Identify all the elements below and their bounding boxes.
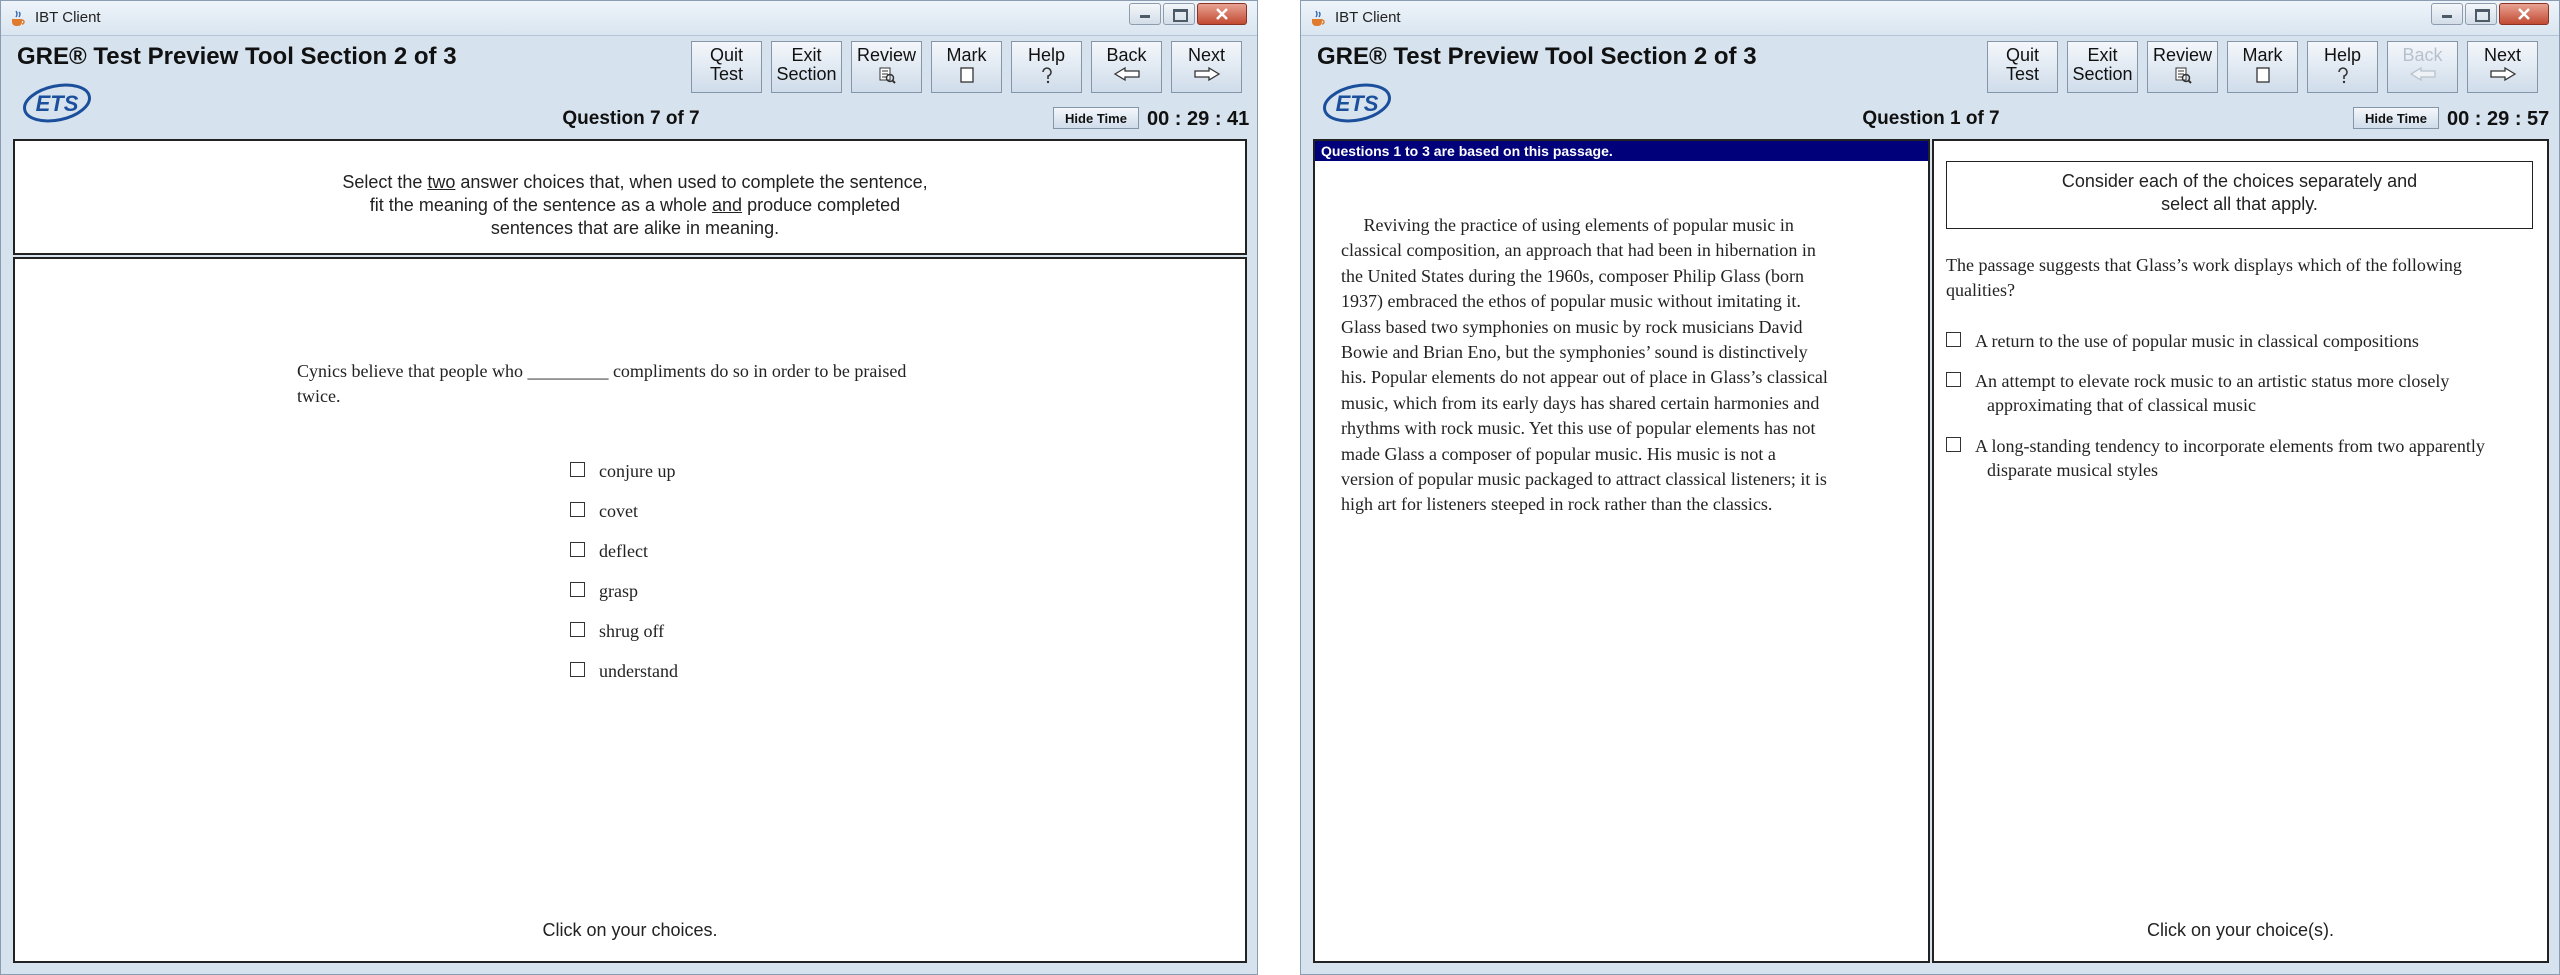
java-cup-icon [1309, 9, 1327, 27]
answer-choice[interactable]: A return to the use of popular music in classical compositions [1946, 329, 2536, 353]
passage-header: Questions 1 to 3 are based on this passage. [1315, 141, 1928, 161]
mark-button[interactable]: Mark [2227, 41, 2298, 93]
answer-choice[interactable]: conjure up [570, 459, 675, 483]
next-button[interactable]: Next [2467, 41, 2538, 93]
answer-choice[interactable]: An attempt to elevate rock music to an artistic status more closely approximating that of classical music [1946, 369, 2531, 417]
review-button[interactable]: Review [2147, 41, 2218, 93]
exit-section-button[interactable]: Exit Section [2067, 41, 2138, 93]
quit-test-button[interactable]: Quit Test [1987, 41, 2058, 93]
next-button[interactable]: Next [1171, 41, 1242, 93]
quit-test-button[interactable]: Quit Test [691, 41, 762, 93]
answer-choice[interactable]: covet [570, 499, 638, 523]
directions-text: Consider each of the choices separately and select all that apply. [2061, 171, 2418, 214]
ets-logo [1321, 81, 1393, 125]
logo-text: ETS [1335, 91, 1379, 116]
answer-choice[interactable]: deflect [570, 539, 648, 563]
timer: 00 : 29 : 57 [2447, 108, 2550, 130]
close-icon [1215, 8, 1229, 20]
close-icon [2517, 8, 2531, 20]
window-title: IBT Client [35, 9, 101, 26]
checkbox[interactable] [570, 542, 585, 557]
window-controls [1127, 3, 1247, 25]
help-icon [2335, 66, 2351, 84]
passage-panel [1313, 139, 1930, 963]
checkbox[interactable] [1946, 372, 1961, 387]
app-title: GRE® Test Preview Tool Section 2 of 3 [17, 43, 457, 70]
answer-choice[interactable]: shrug off [570, 619, 664, 643]
question-stem: Cynics believe that people who _________ compliments do so in order to be praised twice. [297, 361, 907, 406]
checkbox[interactable] [1946, 332, 1961, 347]
help-button[interactable]: Help [2307, 41, 2378, 93]
checkbox[interactable] [570, 502, 585, 517]
toolbar [1978, 41, 2538, 93]
help-icon [1039, 66, 1055, 84]
directions-box [1946, 161, 2533, 229]
logo-text: ETS [35, 91, 79, 116]
back-arrow-icon [1113, 66, 1141, 82]
question-number: Question 7 of 7 [562, 108, 700, 129]
passage-text: Reviving the practice of using elements of popular music in classical composition, an approach that had been in hibernation in the United States during the 1960s, composer Philip Glass (born 1937) embraced the ethos of popular music without imitating it. Glass based two symphonies on music by rock musicians David Bowie and Brian Eno, but the symphonies’ sound is distinctively his. Popular elements do not appear out of place in Glass’s classical music, which from its early days has shared certain harmonies and rhythms with rock music. Yet this use of popular elements has not made Glass a composer of popular music. His music is not a version of popular music packaged to attract classical listeners; it is high art for listeners steeped in rock rather than the classics. [1341, 215, 1828, 515]
help-button[interactable]: Help [1011, 41, 1082, 93]
title-bar [1, 1, 1257, 36]
back-button-disabled: Back [2387, 41, 2458, 93]
question-panel [13, 257, 1247, 963]
hide-time-button[interactable]: Hide Time [1053, 107, 1139, 129]
window-controls [2429, 3, 2549, 25]
footer-hint: Click on your choices. [542, 920, 718, 940]
back-arrow-icon [2409, 66, 2437, 82]
checkbox[interactable] [570, 622, 585, 637]
checkbox[interactable] [570, 582, 585, 597]
maximize-button[interactable] [2465, 3, 2497, 25]
mark-button[interactable]: Mark [931, 41, 1002, 93]
mark-checkbox-icon [959, 66, 975, 84]
window-title: IBT Client [1335, 9, 1401, 26]
close-button[interactable] [2499, 3, 2549, 25]
toolbar [682, 41, 1242, 93]
title-bar [1301, 1, 2559, 36]
next-arrow-icon [2489, 66, 2517, 82]
minimize-button[interactable] [2431, 3, 2463, 25]
answer-choice[interactable]: understand [570, 659, 678, 683]
checkbox[interactable] [1946, 437, 1961, 452]
checkbox[interactable] [570, 462, 585, 477]
ets-logo [21, 81, 93, 125]
checkbox[interactable] [570, 662, 585, 677]
mark-checkbox-icon [2255, 66, 2271, 84]
directions-text: Select the two answer choices that, when used to complete the sentence, fit the meaning of the sentence as a whole and produce completed sentences that are alike in meaning. [342, 172, 928, 238]
instruction-panel [13, 139, 1247, 255]
exit-section-button[interactable]: Exit Section [771, 41, 842, 93]
footer-hint: Click on your choice(s). [2146, 920, 2335, 940]
close-button[interactable] [1197, 3, 1247, 25]
app-title: GRE® Test Preview Tool Section 2 of 3 [1317, 43, 1757, 70]
review-icon [878, 66, 896, 84]
right-window [1300, 0, 2560, 975]
hide-time-button[interactable]: Hide Time [2353, 107, 2439, 129]
maximize-button[interactable] [1163, 3, 1195, 25]
answer-choice[interactable]: A long-standing tendency to incorporate elements from two apparently disparate musical styles [1946, 434, 2531, 482]
java-cup-icon [9, 9, 27, 27]
question-number: Question 1 of 7 [1862, 108, 2000, 129]
question-stem: The passage suggests that Glass’s work displays which of the following qualities? [1946, 255, 2462, 300]
question-panel [1932, 139, 2549, 963]
back-button[interactable]: Back [1091, 41, 1162, 93]
timer: 00 : 29 : 41 [1147, 108, 1250, 130]
left-window [0, 0, 1258, 975]
review-icon [2174, 66, 2192, 84]
review-button[interactable]: Review [851, 41, 922, 93]
next-arrow-icon [1193, 66, 1221, 82]
answer-choice[interactable]: grasp [570, 579, 638, 603]
minimize-button[interactable] [1129, 3, 1161, 25]
